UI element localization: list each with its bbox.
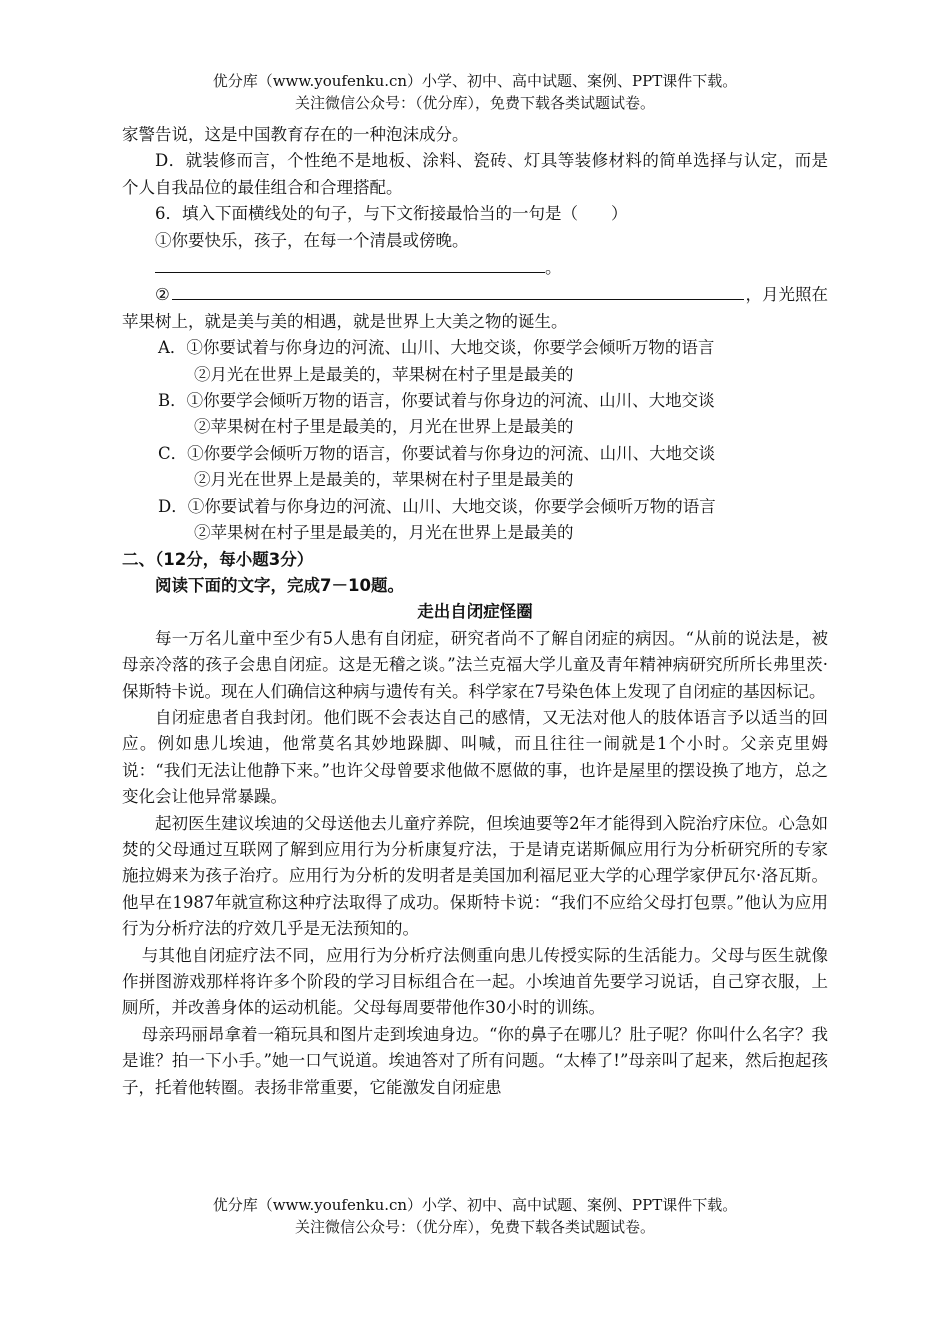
header-line-2: 关注微信公众号：（优分库），免费下载各类试题试卷。 (294, 94, 655, 112)
answer-blank-1 (155, 254, 545, 273)
option-d-line-1: D．①你要试着与你身边的河流、山川、大地交谈，你要学会倾听万物的语言 (158, 496, 716, 516)
option-a-line-1: A．①你要试着与你身边的河流、山川、大地交谈，你要学会倾听万物的语言 (158, 338, 715, 358)
page-header (0, 70, 950, 114)
continued-paragraph: 家警告说，这是中国教育存在的一种泡沫成分。 (122, 125, 469, 144)
document-body (122, 122, 828, 1101)
option-d-line-2: ②苹果树在村子里是最美的，月光在世界上是最美的 (194, 523, 574, 543)
question-6-line-4: 苹果树上，就是美与美的相遇，就是世界上大美之物的诞生。 (122, 311, 568, 331)
question-6-line-3 (122, 281, 828, 308)
option-c-line-2: ②月光在世界上是最美的，苹果树在村子里是最美的 (194, 470, 574, 490)
footer-line-2: 关注微信公众号：（优分库），免费下载各类试题试卷。 (294, 1218, 655, 1236)
option-a-line-2: ②月光在世界上是最美的，苹果树在村子里是最美的 (194, 364, 574, 384)
section-2-heading: 二、（12分，每小题3分） (122, 549, 314, 569)
article-paragraph-5: 母亲玛丽昂拿着一箱玩具和图片走到埃迪身边。“你的鼻子在哪儿？肚子呢？你叫什么名字？我是谁？拍一下小手。”她一口气说道。埃迪答对了所有问题。“太棒了!”母亲叫了起来，然后抱起孩子，托着他转圈。表扬非常重要，它能激发自闭症患 (122, 1024, 828, 1097)
option-c-line-1: C．①你要学会倾听万物的语言，你要试着与你身边的河流、山川、大地交谈 (158, 443, 716, 463)
question-6-blank-line (122, 254, 828, 281)
line-3-end: ，月光照在 (745, 285, 828, 305)
question-6: 6．填入下面横线处的句子，与下文衔接最恰当的一句是（ ） (155, 204, 628, 224)
blank-1-end: 。 (545, 258, 562, 278)
article-paragraph-1: 每一万名儿童中至少有5人患有自闭症，研究者尚不了解自闭症的病因。“从前的说法是，被母亲冷落的孩子会患自闭症。这是无稽之谈。”法兰克福大学儿童及青年精神病研究所所长弗里茨·保斯特卡说。现在人们确信这种病与遗传有关。科学家在7号染色体上发现了自闭症的基因标记。 (122, 628, 828, 701)
article-paragraph-4: 与其他自闭症疗法不同，应用行为分析疗法侧重向患儿传授实际的生活能力。父母与医生就像作拼图游戏那样将许多个阶段的学习目标组合在一起。小埃迪首先要学习说话，自己穿衣服，上厕所，并改善身体的运动机能。父母每周要带他作30小时的训练。 (122, 945, 828, 1018)
line-3-start: ② (155, 285, 170, 305)
answer-blank-2 (172, 281, 744, 300)
article-title: 走出自闭症怪圈 (417, 602, 533, 622)
footer-line-1: 优分库（www.youfenku.cn）小学、初中、高中试题、案例、PPT课件下载。 (212, 1196, 738, 1214)
article-paragraph-2: 自闭症患者自我封闭。他们既不会表达自己的感情，又无法对他人的肢体语言予以适当的回应。例如患儿埃迪，他常莫名其妙地跺脚、叫喊，而且往往一闹就是1个小时。父亲克里姆说：“我们无法让他静下来。”也许父母曾要求他做不愿做的事，也许是屋里的摆设换了地方，总之变化会让他异常暴躁。 (122, 707, 828, 807)
option-d-paragraph: D．就装修而言，个性绝不是地板、涂料、瓷砖、灯具等装修材料的简单选择与认定，而是个人自我品位的最佳组合和合理搭配。 (122, 151, 828, 197)
page-footer (0, 1194, 950, 1238)
question-6-line-1: ①你要快乐，孩子，在每一个清晨或傍晚。 (155, 230, 469, 250)
article-paragraph-3: 起初医生建议埃迪的父母送他去儿童疗养院，但埃迪要等2年才能得到入院治疗床位。心急如焚的父母通过互联网了解到应用行为分析康复疗法，于是请克诺斯佩应用行为分析研究所的专家施拉姆来为孩子治疗。应用行为分析的发明者是美国加利福尼亚大学的心理学家伊瓦尔·洛瓦斯。他早在1987年就宣称这种疗法取得了成功。保斯特卡说：“我们不应给父母打包票。”他认为应用行为分析疗法的疗效几乎是无法预知的。 (122, 813, 828, 939)
header-line-1: 优分库（www.youfenku.cn）小学、初中、高中试题、案例、PPT课件下载。 (212, 72, 738, 90)
reading-instruction: 阅读下面的文字，完成7－10题。 (155, 575, 404, 595)
option-b-line-2: ②苹果树在村子里是最美的，月光在世界上是最美的 (194, 417, 574, 437)
option-b-line-1: B．①你要学会倾听万物的语言，你要试着与你身边的河流、山川、大地交谈 (158, 391, 715, 411)
